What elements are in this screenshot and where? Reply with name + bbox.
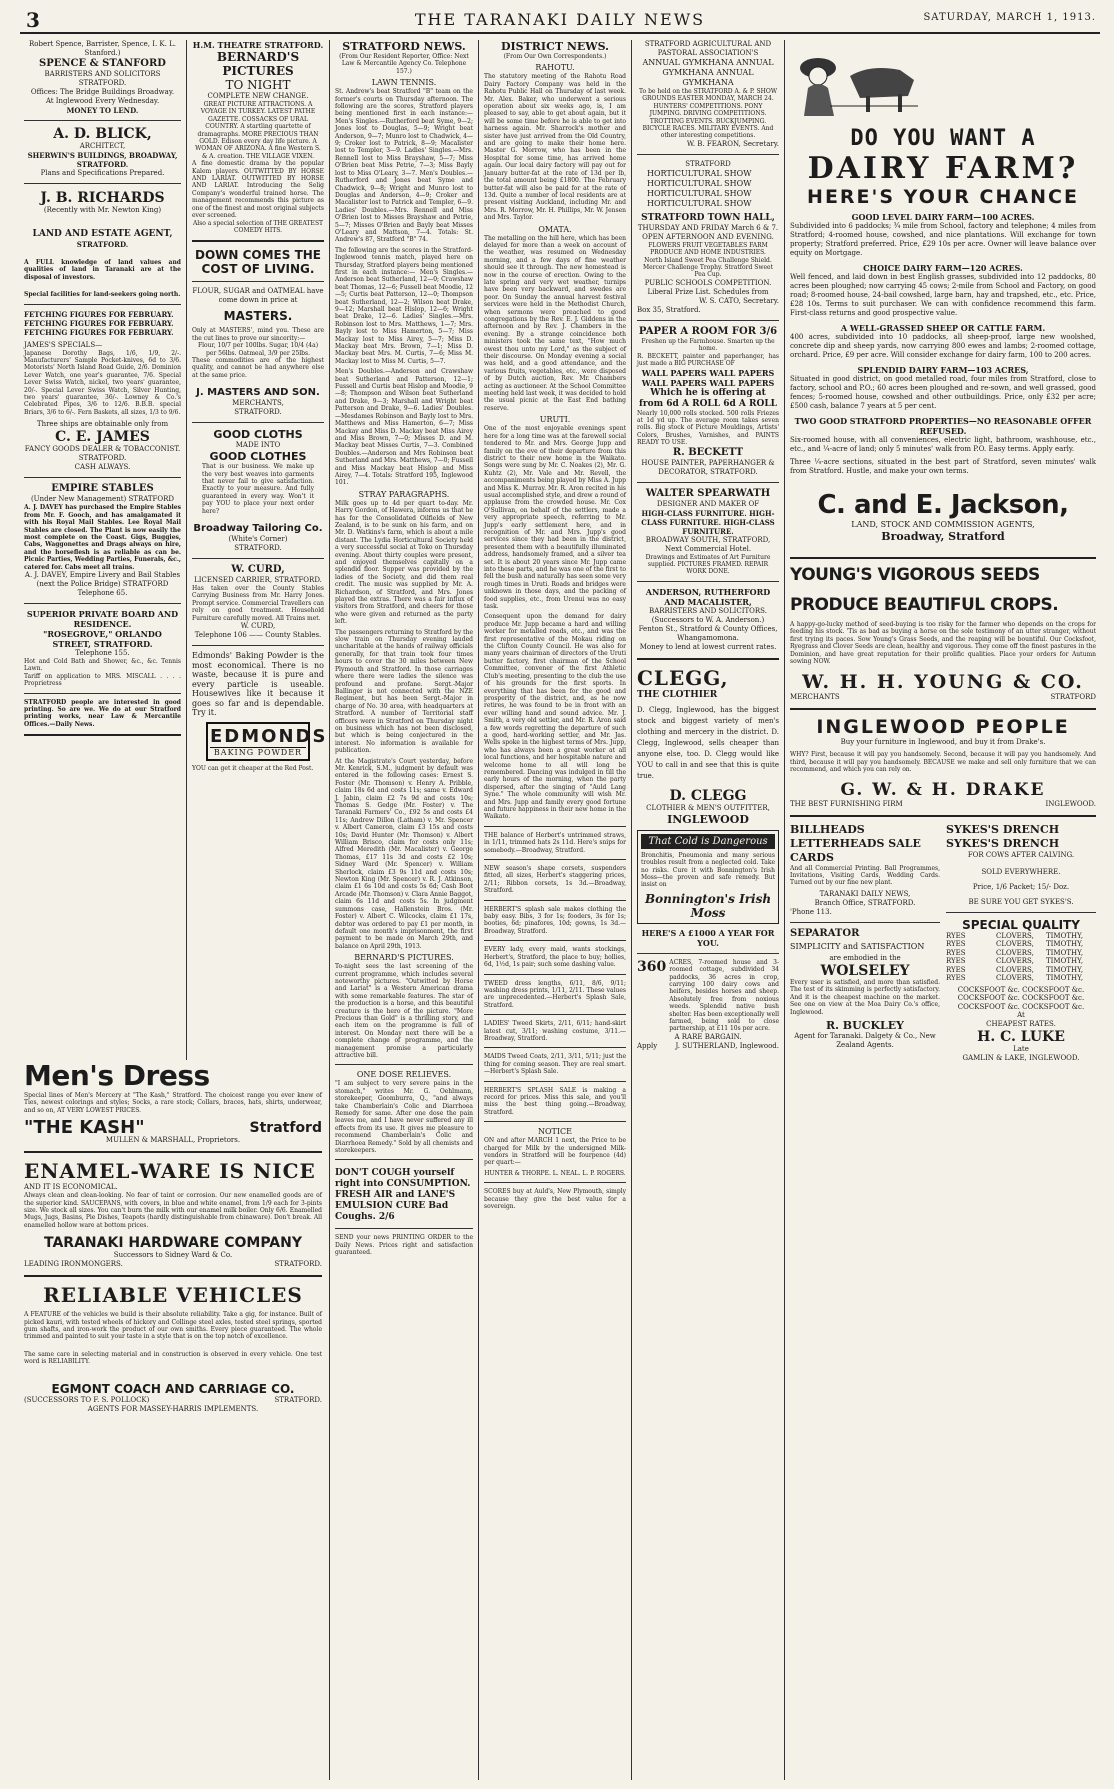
sykes-drench-price: Price, 1/6 Packet; 15/- Doz. <box>972 882 1070 891</box>
clegg-sub: THE CLOTHIER <box>637 689 718 700</box>
spearwath-items: HIGH-CLASS FURNITURE. HIGH-CLASS FURNITURE. HIGH-CLASS FURNITURE. <box>641 508 775 536</box>
luke-company: GAMLIN & LAKE, INGLEWOOD. <box>962 1054 1080 1063</box>
drake-sub: THE BEST FURNISHING FIRM <box>790 799 903 808</box>
spence-sub: BARRISTERS AND SOLICITORS <box>44 70 161 78</box>
sykes-drench-head: SYKES'S DRENCH SYKES'S DRENCH <box>946 822 1060 850</box>
richards-sub: (Recently with Mr. Newton King) <box>43 206 162 214</box>
hort-show-head: STRATFORD <box>685 159 731 168</box>
masters-body: Only at MASTERS', mind you. These are the cut lines to prove our sincerity:— <box>192 327 324 342</box>
acres-number: 360 <box>637 958 667 975</box>
taranaki-hardware-sub: Successors to Sidney Ward & Co. <box>113 1251 233 1260</box>
farm-4-head: SPLENDID DAIRY FARM—103 ACRES, <box>857 365 1029 375</box>
separator-body: are embodied in the <box>829 953 901 962</box>
good-cloths: GOOD CLOTHS <box>213 428 303 442</box>
farm-4-body: Situated in good district, on good metalled road, four miles from Stratford, close to factory, school and P.O.; 60 acres been ploughed and re-sown, and well grassed, good fences; 5-roomed house, cowshed and other outbuildings. Price, only £32 per acre; £500 cash, balance 7 years at 5 per cent. <box>790 375 1096 410</box>
send-news: SEND your news PRINTING ORDER to the Daily News. Prices right and satisfaction guaranteed. <box>335 1234 473 1257</box>
seed-cell: RYES <box>946 974 966 983</box>
issue-date: SATURDAY, MARCH 1, 1913. <box>923 12 1096 23</box>
drake-name: G. W. & H. DRAKE <box>840 779 1046 800</box>
jackson-address: Broadway, Stratford <box>881 530 1005 543</box>
herbert-ad-1: THE balance of Herbert's untrimmed straws, in 1/11, trimmed hats 2s 11d. Here's snips for somebody.—Broadway, Stratford. <box>484 831 626 854</box>
district-news-from: (From Our Own Correspondents.) <box>503 53 607 60</box>
newspaper-title: THE TARANAKI DAILY NEWS <box>414 10 706 29</box>
district-news-head: DISTRICT NEWS. <box>500 40 610 53</box>
spearwath-head: WALTER SPEARWATH <box>645 487 771 499</box>
seed-cell: TIMOTHY, <box>1046 974 1084 983</box>
empire-stables-signature: A. J. DAVEY, Empire Livery and Bail Stables (next the Police Bridge) STRATFORD Telephone 65. <box>24 570 181 597</box>
farm-1-head: GOOD LEVEL DAIRY FARM—100 ACRES. <box>851 212 1035 222</box>
agri-assoc-head: STRATFORD AGRICULTURAL AND PASTORAL ASSOCIATION'S <box>644 40 772 57</box>
beckett-body-2: Nearly 10,000 rolls stocked. 500 rolls Friezes at 1d yd up. The average room takes seven rolls. Big stock of Picture Mouldings, Artists' Colors, Brushes, Varnishes, and PAINTS READY TO USE. <box>637 409 779 447</box>
seed-cell: TIMOTHY, <box>1046 957 1084 966</box>
curd-telephone: Telephone 106 —— County Stables. <box>194 631 322 640</box>
farm-2-head: CHOICE DAIRY FARM—120 ACRES. <box>863 263 1023 273</box>
billheads-paper: TARANAKI DAILY NEWS, <box>819 889 911 898</box>
lawn-tennis-body: St. Andrew's beat Stratford "B" team on the former's courts on Thursday afternoon. The following are the scores, Stratford players being mentioned first in each instance:— Men's Singles.—Rutherford beat Syme, 9—2; Jones lost to Douglas, 5—9; Wright beat Anderson, 9—7; Munro lost to Chadwick, 4—9; Croker lost to Patrick, 8—9; Macalister lost to Templer, 3—9. Ladies' Singles.—Mrs. Rennell lost to Miss Brayshaw, 5—7; Miss O'Brien beat Miss Petrie, 7—3; Miss Bayly lost to Miss O'Leary, 3—7. Men's Doubles.—Rutherford and Jones beat Syme and Chadwick, 9—8; Wright and Munro lost to Douglas and Anderson, 4—9; Croker and Macalister lost to Patrick and Templer, 6—9. Ladies' Doubles.—Mrs. Rennell and Miss O'Brien lost to Misses Brayshaw and Petrie, 5—7; Misses O'Brien and Bayly beat Misses O'Leary and Mattson, 7—4. Totals: St. Andrew's 87, Stratford "B" 74. <box>335 88 473 244</box>
bonnington-head: That Cold is Dangerous <box>641 834 775 849</box>
billheads-head: BILLHEADS LETTERHEADS SALE CARDS <box>790 822 921 864</box>
stratford-people-notice: STRATFORD people are interested in good printing. So are we. We do at our Stratford printing works, near Law & Mercantile Offices.—Daily News. <box>24 698 181 728</box>
bernards-pictures-head: BERNARD'S PICTURES <box>216 50 300 78</box>
span-block-mercery <box>20 1060 326 1780</box>
stray-paragraphs-body-3: At the Magistrate's Court yesterday, before Mr. Kenrick, S.M., judgment by default was entered in the following cases: Ernest S. Foster (Mr. Thomson) v. Henry A. Pribble, claim 18s 6d and costs 11s; same v. Edward J. Jabin, claim £2 7s 9d and costs 10s; Thomas S. Gedge (Mr. Foster) v. The Taranaki Farmers' Co., £92 5s and costs £4 11s; Andrew Dillon (Latham) v. Mr. Spencer v. Albert Cameron, claim £3 15s and costs 10s; David Hunter (Mr. Thomson) v. Albert William Brisco, claim for costs only 11s; Alfred Meredith (Mr. Macalister) v. George Thomas, £17 11s 3d and costs £2 10s; Sidney Ward (Mr. Spencer) v. William Sherlock, claim £3 9s 11d and costs 10s; Newton King (Mr. Spencer) v. R. J. Atkinson, claim £1 6s 10d and costs 5s 6d; Cash Boot Arcade (Mr. Thomson) v. Clara Annie Baggot, claim 6s 11d and costs 5s. In judgment summons case, Hallenstein Bros. (Mr. Foster) v. Albert C. Wilcocks, claim £1 17s, debtor was ordered to pay £1 per month, in default one month's imprisonment, the first payment to be made on March 29th, and balance on April 29th, 1913. <box>335 757 473 950</box>
drake-town: INGLEWOOD. <box>1045 799 1096 808</box>
beckett-body: R. BECKETT, painter and paperhanger, has just made a BIG PURCHASE OF <box>637 352 779 368</box>
luke-late: Late <box>1013 1045 1029 1054</box>
richards-name: J. B. RICHARDS <box>40 190 165 206</box>
youngs-seeds-head-2: PRODUCE BEAUTIFUL CROPS. <box>790 595 1059 615</box>
superior-board-body: Hot and Cold Bath and Shower, &c., &c. Tennis Lawn. <box>24 657 181 673</box>
bonnington-ad <box>637 830 779 924</box>
dont-cough-body: FRESH AIR and LANE'S EMULSION CURE Bad Coughs. 2/6 <box>335 1190 456 1223</box>
curd-body: Has taken over the County Stables Carrying Business from Mr. Harry Jones. Prompt service. Commercial Travellers can rely on good treatment. Household Furniture carefully moved. All Trains met. <box>192 585 325 622</box>
dairy-farm-question: DO YOU WANT A <box>850 126 1036 151</box>
masters-son-town: STRATFORD. <box>234 408 282 417</box>
spence-top: Robert Spence, Barrister, Spence, I. K. L. Stanford.) <box>29 40 176 57</box>
superior-board-house: "ROSEGROVE," ORLANDO STREET, STRATFORD. <box>43 628 162 649</box>
wh-young-merchants: MERCHANTS <box>790 693 840 702</box>
clegg-name: D. CLEGG <box>669 787 747 804</box>
empire-stables-sub: (Under New Management) STRATFORD <box>30 495 175 504</box>
acres-body: ACRES, 7-roomed house and 3-roomed cottage, subdivided 34 paddocks, 36 acres in crop, carrying 100 dairy cows and heifers, besides horses and sheep. Absolutely free from noxious weeds. Splendid native bush shelter. Has been exceptionally well farmed, being sold to close partnership, at £11 10s per acre. <box>669 958 779 1033</box>
youngs-seeds-body: A happy-go-lucky method of seed-buying is too risky for the farmer who depends on the crops for feeding his stock. 'Tis as bad as buying a horse on the sole testimony of an utter stranger, without first trying its paces. Sow Young's Grass Seeds, and the reaping will be bountiful. Our Cocksfoot, Ryegrass and Clover Seeds are clean, healthy and vigorous. They come off the finest pastures in the Dominion, and have great reputation for their prolific qualities. Place your orders for Autumn sowing NOW. <box>790 621 1096 666</box>
reliable-vehicles-body: A FEATURE of the vehicles we build is their absolute reliability. Take a gig, for instance. Built of picked kauri, with tested wheels of hickory and Collinge steel axles, tested steel springs, sported gum shafts, and iron-work the product of our own smiths. Every piece guaranteed. The whole trimmed and painted to suit your taste in a style that is on the top notch of excellence. <box>24 1311 322 1341</box>
richards-agent: LAND AND ESTATE AGENT, <box>32 229 173 239</box>
milk-notice-body: ON and after MARCH 1 next, the Price to be charged for Milk by the undersigned Milk-vendors in Stratford will be fourpence (4d) per quart:— <box>484 1137 626 1167</box>
spence-offices: Offices: The Bridge Buildings Broadway. <box>30 88 175 96</box>
superior-board-tariff: Tariff on application to MRS. MISCALL . . . . Proprietress <box>24 672 181 688</box>
cost-of-living-body: FLOUR, SUGAR and OATMEAL have come down in price at <box>192 287 324 305</box>
egmont-coach-town: STRATFORD. <box>274 1395 322 1404</box>
hort-show-prize: Liberal Prize List. Schedules from <box>647 287 769 296</box>
herbert-ad-2: NEW season's shape corsets, suspenders fitted, all sizes, Herbert's staggering prices, 2/11; Ribbon corsets, 1s 3d.—Broadway, Stratford. <box>484 865 626 895</box>
youngs-seeds-head: YOUNG'S VIGOROUS SEEDS <box>790 565 1040 585</box>
anderson-address: Fenton St., Stratford & County Offices, Whangamomona. <box>638 624 778 642</box>
milk-notice-signatures: HUNTER & THORPE. L. NEAL. L. P. ROGERS. <box>484 1169 626 1177</box>
separator-body-2: Every user is satisfied, and more than satisfied. The test of its skimming is perfectly satisfactory. And it is the cheapest machine on the market. See one on view at the Moa Dairy Co.'s office, Inglewood. <box>790 978 940 1016</box>
edmonds-logo-sub: BAKING POWDER <box>210 747 306 757</box>
spearwath-address: BROADWAY SOUTH, STRATFORD, Next Commercial Hotel. <box>645 535 771 553</box>
hort-show-hall: STRATFORD TOWN HALL, <box>641 212 775 223</box>
seed-cell: TIMOTHY, <box>1046 965 1084 974</box>
uruti-head: URUTI. <box>539 415 571 425</box>
richards-town: STRATFORD. <box>76 240 129 249</box>
farm-5-head: TWO GOOD STRATFORD PROPERTIES—NO REASONABLE OFFER REFUSED. <box>794 416 1092 436</box>
bernards-news-head: BERNARD'S PICTURES. <box>354 953 454 963</box>
enamel-ware-sub: AND IT IS ECONOMICAL. <box>24 1183 118 1192</box>
spence-town: STRATFORD. <box>78 79 127 87</box>
wh-young-name: W. H. H. YOUNG & CO. <box>802 671 1084 694</box>
buckley-agent: Agent for Taranaki. Dalgety & Co., New Zealand Agents. <box>794 1031 936 1049</box>
enamel-ware-body: Always clean and clean-looking. No fear of taint or corrosion. Our new enamelled goods are of the superior kind. SAUCEPANS, with covers, in blue and white enamel, from 1/9 each for 3-pints size. We stock all sizes. You can't burn the milk with our enamel milk boiler. Only 6/6. Enamelled Mugs, Jugs, Basins, Pie Dishes, Teapots (hardly distinguishable from chinaware). Don't break. All enamelled hollow ware at bottom prices. <box>24 1192 322 1229</box>
hort-show-schools: PUBLIC SCHOOLS COMPETITION. <box>644 278 772 287</box>
clegg-trade: CLOTHIER & MEN'S OUTFITTER, <box>646 803 770 812</box>
broadway-tailoring-name: Broadway Tailoring Co. <box>193 523 323 534</box>
masters-son-sub: MERCHANTS, <box>232 399 284 408</box>
spearwath-sub: DESIGNER AND MAKER OF <box>656 499 760 508</box>
paper-a-room-sub: Freshen up the Farmhouse. Smarten up the home. <box>641 337 775 353</box>
good-clothes-body: That is our business. We make up the very best weaves into garments that never fail to give satisfaction. Exactly to your measure. And fully guaranteed in every way. Won't it pay YOU to place your next order here? <box>202 463 314 515</box>
billheads-branch: Branch Office, STRATFORD. <box>814 898 916 907</box>
spence-inglewood: At Inglewood Every Wednesday. <box>45 97 160 105</box>
fetching-figures-3: FETCHING FIGURES FOR FEBRUARY. <box>24 327 174 337</box>
special-quality-head: SPECIAL QUALITY <box>962 917 1080 932</box>
beckett-sub: HOUSE PAINTER, PAPERHANGER & DECORATOR, STRATFORD. <box>641 458 775 476</box>
sykes-drench-sold: SOLD EVERYWHERE. <box>981 867 1061 876</box>
gymkhana-lines: ANNUAL GYMKHANA ANNUAL GYMKHANA ANNUAL GYMKHANA <box>642 58 774 87</box>
curd-signature: W. CURD, <box>240 622 276 631</box>
herbert-ad-6: LADIES' Tweed Skirts, 2/11, 6/11; hand-skirt latest cut, 3/11; washing costume, 3/11.—Broadway, Stratford. <box>484 1020 626 1042</box>
anderson-head: ANDERSON, RUTHERFORD AND MACALISTER, <box>645 586 771 607</box>
superior-board-tel: Telephone 155. <box>75 648 130 657</box>
empire-stables-head: EMPIRE STABLES <box>51 483 154 495</box>
hort-show-date: THURSDAY AND FRIDAY March 6 & 7. <box>637 223 779 232</box>
acres-apply: Apply <box>637 1041 658 1050</box>
hort-show-signature: W. S. CATO, Secretary. <box>699 296 779 305</box>
wolseley-name: WOLSELEY <box>820 962 910 979</box>
wall-papers: WALL PAPERS WALL PAPERS WALL PAPERS WALL PAPERS <box>641 367 775 388</box>
james-town: STRATFORD. <box>78 454 127 463</box>
tonight: TO NIGHT <box>225 78 291 92</box>
spearwath-body: Drawings and Estimates of Art Furniture supplied. PICTURES FRAMED. REPAIR WORK DONE. <box>645 553 771 576</box>
omata-body: The metalling on the hill here, which has been delayed for more than a week on account of the weather, was resumed on Wednesday morning, and a few days of fine weather should see it through. The new homestead is now in the course of erection. Owing to the late spring and very wet weather, turnips have been very backward, and swedes are poor. On Sunday the annual harvest festival services were held in the Methodist Church, when sermons were preached to good congregations by the Rev. E. J. Giddens in the afternoon and by Rev. J. Chambers in the evening. By a strange coincidence both ministers took the same text, "How much owest thou unto my Lord," as the subject of their discourse. On Monday evening a social was held, and a good attendance, and the various fruits, vegetables, etc., were disposed of by Dutch auction, Rev. Mr. Chambers acting as auctioneer. At the School Committee meeting held last week, it was decided to hold the usual picnic at the East End bathing reserve. <box>484 234 626 412</box>
lawn-tennis-body-3: Men's Doubles.—Anderson and Crawshaw beat Sutherland and Patterson, 12—1; Fussell and Curtis beat Hislop and Moodie, 9—8; Thompson and Wilson beat Sutherland and Drake, 9—3; Marshall and Wright beat Patterson and Drake, 9—6. Ladies' Doubles.—Mesdames Robinson and Bayly lost to Mrs. Matthews and Miss Hamerton, 6—7; Miss Mackay and Miss D. Mackay beat Miss Airey and Miss Brown, 7—0; Misses D. and M. Mackay beat Misses Curtis, 7—3. Combined Doubles.—Anderson and Mrs Robinson beat Sutherland and Mrs. Matthews, 7—0; Fussell and Miss Mackay beat Hislop and Miss Airey, 7—4. Totals: Stratford 195, Inglewood 101. <box>335 368 473 487</box>
one-dose-head: ONE DOSE RELIEVES. <box>356 1070 452 1080</box>
egmont-coach-head: EGMONT COACH AND CARRIAGE CO. <box>51 1381 295 1396</box>
jackson-name: C. and E. Jackson, <box>817 490 1069 520</box>
blick-plans: Plans and Specifications Prepared. <box>40 169 165 177</box>
fetching-figures-1: FETCHING FIGURES FOR FEBRUARY. <box>24 309 174 319</box>
taranaki-hardware-name: TARANAKI HARDWARE COMPANY <box>44 1235 302 1252</box>
seed-cell: RYES <box>946 948 966 957</box>
stray-paragraphs-body-2: The passengers returning to Stratford by the slow train on Thursday evening lauded uncharitable at the hands of railway officials generally, for that train took four times hours to cover the 30 miles between New Plymouth and Stratford. In those carriages where there were ladies the silence was profound and profane. Sergt.-Major Ballinger is not connected with the NZE Regiment, but has been Sergt.-Major in charge of No. 30 area, with headquarters at Stratford. A number of Territorial staff officers were in Stratford on Thursday night on business which has not been disclosed, but which is being conjectured in the interest. No information is available for publication. <box>335 628 473 755</box>
farm-3-body: 400 acres, subdivided into 10 paddocks, all sheep-proof, large new woolshed, concrete dip and sheep yards, now carrying 800 ewes and lambs; 2-roomed cottage, orchard. Price, £9 per acre. Will consider exchange for dairy farm, 100 to 200 acres. <box>790 333 1096 359</box>
stray-paragraphs-head: STRAY PARAGRAPHS. <box>358 489 450 499</box>
luke-at: At <box>1017 1011 1025 1020</box>
farm-1-body: Subdivided into 6 paddocks; ¾ mile from School, factory and telephone; 4 miles from Stratford; 4-roomed house, cowshed, and nice plantations. Will exchange for town property; Stratford preferred. Price, £29 10s per acre. Owner will leave balance over equity on Mortgage. <box>790 222 1096 257</box>
taranaki-hardware-lead: LEADING IRONMONGERS. <box>24 1260 123 1269</box>
scores-ad: SCORES buy at Auld's, New Plymouth, simply because they give the best value for a sovereign. <box>484 1188 626 1211</box>
seed-cell: CLOVERS, <box>996 948 1034 957</box>
seed-cell: CLOVERS, <box>996 931 1034 940</box>
stratford-news-head: STRATFORD NEWS. <box>342 40 466 53</box>
james-specials-head: JAMES'S SPECIALS— <box>24 340 103 349</box>
masters-son-name: J. MASTERS AND SON. <box>196 387 320 399</box>
herbert-ad-8: HERBERT'S SPLASH SALE is making a record for prices. Miss this sale, and you'll miss the best thing going.—Broadway, Stratford. <box>484 1086 626 1116</box>
theatre-head: H.M. THEATRE STRATFORD. <box>192 40 324 50</box>
blick-name: A. D. BLICK, <box>53 126 152 142</box>
column-2 <box>188 40 328 1058</box>
farm-5-body: Six-roomed house, with all conveniences, electric light, bathroom, washhouse, etc., etc., and ¼-acre of land; only 5 minutes' walk from P.O. Easy terms. Apply early. <box>790 436 1096 453</box>
column-3 <box>331 40 477 1780</box>
gymkhana-when: To be held on the STRATFORD A. & P. SHOW GROUNDS EASTER MONDAY, MARCH 24. <box>639 88 777 103</box>
farm-2-body: Well fenced, and laid down in best English grasses, subdivided into 12 paddocks, 80 acres been ploughed; now carrying 45 cows; 2-mile from School and Factory, on good road; 8-roomed house, 24-bail cowshed, large barn, hay and trapshed, etc., etc. Price, £28 10s. Terms to suit purchaser. We can with confidence recommend this farm. First-class returns and good prospective value. <box>790 273 1096 317</box>
hort-show-open: OPEN AFTERNOON AND EVENING. <box>642 232 774 241</box>
spence-money: MONEY TO LEND. <box>66 106 139 115</box>
column-4 <box>480 40 630 1780</box>
superior-board-head: SUPERIOR PRIVATE BOARD AND RESIDENCE. <box>26 608 179 629</box>
your-chance-head: HERE'S YOUR CHANCE <box>807 186 1079 208</box>
herbert-ad-5: TWEED dress lengths, 6/11, 8/6, 9/11; washing dress prints, 1/11, 2/11. These values are unprecedented.—Herbert's Splash Sale, Stratford. <box>484 979 626 1009</box>
paper-a-room-head: PAPER A ROOM FOR 3/6 <box>638 325 778 337</box>
spence-stanford-name: SPENCE & STANFORD <box>39 58 166 69</box>
seed-cell: TIMOTHY, <box>1046 948 1084 957</box>
seed-cell: CLOVERS, <box>996 940 1034 949</box>
seed-cell: TIMOTHY, <box>1046 940 1084 949</box>
james-ships: Three ships are obtainable only from <box>36 420 169 429</box>
luke-name: H. C. LUKE <box>977 1029 1065 1046</box>
good-clothes: GOOD CLOTHES <box>209 450 307 464</box>
fetching-figures-2: FETCHING FIGURES FOR FEBRUARY. <box>24 318 174 328</box>
james-cash: CASH ALWAYS. <box>74 463 131 472</box>
edmonds-body: Edmonds' Baking Powder is the most economical. There is no waste, because it is pure and every particle is useable. Housewives like it because it goes so far and is dependable. Try it. <box>192 651 324 718</box>
column-6 <box>786 40 1100 1780</box>
jackson-sub: LAND, STOCK AND COMMISSION AGENTS, <box>851 520 1035 529</box>
program-list-3: Also a special selection of THE GREATEST COMEDY HITS. <box>192 219 324 234</box>
masters-body-2: These commodities are of the highest quality, and cannot be had anywhere else at the same price. <box>192 356 324 379</box>
empire-stables-body: A. J. DAVEY has purchased the Empire Stables from Mr. F. Gooch, and has amalgamated it with his Royal Mail Stables. Lee Royal Mail Stables are closed. The Plant is now easily the most complete on the Coast. Gigs, Buggies, Cabs, Waggonettes and Drags always on hire, and the horseflesh is as reliable as can be. Picnic Parties, Wedding Parties, Funerals, &c., catered for. Cabs meet all trains. <box>24 504 181 571</box>
inglewood-people-body: WHY? First, because it will pay you handsomely. Second, because it will pay you handsomely. And third, because it will pay you handsomely. BECAUSE we make and sell only furniture that we can recommend, and which you can rely on. <box>790 751 1096 774</box>
beckett-name: R. BECKETT <box>672 446 744 458</box>
hort-show-cups: North Island Sweet Pea Challenge Shield. Mercer Challenge Trophy. Stratford Sweet Pea Cup. <box>642 256 773 279</box>
edmonds-footer: YOU can get it cheaper at the Red Post. <box>192 764 314 772</box>
clegg-head: CLEGG, <box>637 665 729 690</box>
mens-dress-head: Men's Dress <box>24 1059 210 1092</box>
enamel-ware-head: ENAMEL-WARE IS NICE <box>24 1159 316 1184</box>
rahotu-body: The statutory meeting of the Rahotu Road Dairy Factory Company was held in the Rahotu Public Hall on Thursday of last week. Mr. Alex. Baker, who underwent a serious operation about six weeks ago, is, I am pleased to say, able to get about again, but it will be some time before he is able to get into harness again. Mr. Sharrock's mother and sister have just arrived from the Old Country, and are going to make their home here. Master G. Morrow, who has been in the Hospital for some time, has arrived home again. Our local dairy factory will pay out for January butter-fat at the rate of 13d per lb, the total amount being £1800. The February butter-fat will also be paid for at the rate of 13d. Quite a number of local residents are at present visiting Auckland, including Mr. and Mrs. R. Morrow, Mr. H. Phillips, Mr. W. Jensen and Mrs. Taylor. <box>484 73 626 222</box>
richards-paragraph-2: Special facilities for land-seekers going north. <box>24 291 181 299</box>
billheads-body: And all Commercial Printing. Ball Programmes, Invitations, Visiting Cards, Wedding Cards. Turned out by our fine new plant. <box>790 864 940 887</box>
anderson-money: Money to lend at lowest current rates. <box>639 642 777 651</box>
inglewood-people-sub: Buy your furniture in Inglewood, and buy it from Drake's. <box>840 738 1046 747</box>
sykes-drench-sure: BE SURE YOU GET SYKES'S. <box>968 897 1074 906</box>
richards-paragraph: A FULL knowledge of land values and qualities of land in Taranaki are at the disposal of investors. <box>24 259 181 281</box>
seed-cell: TIMOTHY, <box>1046 931 1084 940</box>
herbert-ad-7: MAIDS Tweed Coats, 2/11, 3/11, 5/11; just the thing for coming season. They are real smart.—Herbert's Splash Sale. <box>484 1053 626 1076</box>
masters-name: MASTERS. <box>223 309 293 324</box>
made-into: MADE INTO <box>235 441 281 450</box>
gymkhana-signature: W. B. FEARON, Secretary. <box>686 139 779 148</box>
anderson-sub: BARRISTERS AND SOLICITORS. (Successors to W. A. Anderson.) <box>649 606 767 624</box>
separator-lines: SIMPLICITY and SATISFACTION <box>790 941 925 951</box>
omata-head: OMATA. <box>538 224 572 234</box>
lawn-tennis-body-2: The following are the scores in the Stratford-Inglewood tennis match, played here on Thursday, Stratford players being mentioned first in each instance:— Men's Singles.—Anderson beat Sutherland, 12—0; Crawshaw beat Thomas, 12—6; Fussell beat Moodie, 12—5; Curtis beat Patterson, 12—0; Thompson beat Sutherland, 12—2; Wilson beat Drake, 9—12; Marshall beat Hislop, 12—6; Wright beat Drake, 12—6. Ladies' Singles.—Mrs. Robinson lost to Mrs. Matthews, 1—7; Mrs. Bayly lost to Miss Hamerton, 5—7; Miss Mackay lost to Miss Airey, 5—7; Miss D. Mackay beat Mrs. Brown, 7—1; Miss D. Mackay beat Mrs. M. Curtis, 7—6; Miss M. Mackay lost to Miss M. Curtis, 5—7. <box>335 246 473 365</box>
dont-cough-head: DON'T COUGH yourself right into CONSUMPTION. <box>335 1168 471 1190</box>
reliable-vehicles-head: RELIABLE VEHICLES <box>43 1283 303 1308</box>
cost-of-living-head: DOWN COMES THE COST OF LIVING. <box>194 248 321 277</box>
hort-show-items: FLOWERS FRUIT VEGETABLES FARM PRODUCE AND HOME INDUSTRIES. <box>648 241 768 257</box>
seed-cell: CLOVERS, <box>996 965 1034 974</box>
kash-name: "THE KASH" <box>24 1117 145 1139</box>
seed-cell: CLOVERS, <box>996 957 1034 966</box>
seed-cell: RYES <box>946 931 966 940</box>
one-dose-body: "I am subject to very severe pains in the stomach," writes Mr. G. Oehlmann, storekeeper, Goomburra, Q., "and always take Chamberlain's Colic and Diarrhoea Remedy for same. After one dose the pain leaves me, and I have never suffered any ill effects from its use. It gives me pleasure to recommend Chamberlain's Colic and Diarrhoea Remedy." Sold by all chemists and storekeepers. <box>335 1080 473 1155</box>
seed-cell: RYES <box>946 940 966 949</box>
james-sub: FANCY GOODS DEALER & TOBACCONIST. <box>24 445 181 454</box>
gymkhana-events: HUNTERS' COMPETITIONS. PONY JUMPING. DRIVING COMPETITIONS. TROTTING EVENTS. BUCKJUMPING. BICYCLE RACES. MILITARY EVENTS. And other interesting competitions. <box>642 102 774 140</box>
seed-cell: CLOVERS, <box>996 974 1034 983</box>
masters-prices: Flour, 10/7 per 100lbs. Sugar, 10/4 (4a) per 56lbs. Oatmeal, 3/9 per 25lbs. <box>197 342 319 357</box>
separator-head: SEPARATOR <box>790 927 860 939</box>
reliable-vehicles-care: The same care in selecting material and in construction is observed in every vehicle. One test word is RELIABILITY. <box>24 1350 322 1366</box>
broadway-tailoring-sub: (White's Corner) <box>228 535 288 543</box>
blick-address: SHERWIN'S BUILDINGS, BROADWAY, STRATFORD. <box>27 151 178 169</box>
edmonds-logo <box>206 722 328 761</box>
luke-price: CHEAPEST RATES. <box>986 1020 1056 1029</box>
woman-cow-illustration <box>790 46 920 116</box>
column-5 <box>633 40 783 1780</box>
egmont-coach-agents: AGENTS FOR MASSEY-HARRIS IMPLEMENTS. <box>87 1404 259 1413</box>
kash-proprietors: MULLEN & MARSHALL, Proprietors. <box>105 1136 241 1145</box>
masthead <box>20 8 1100 34</box>
program-list-2: A fine domestic drama by the popular Kalem players. OUTWITTED BY HORSE AND LARIAT. OUTWITTED BY HORSE AND LARIAT. Introducing the Selig Company's wonderful trained horse. The management recommends this picture as one of the finest and most original subjects ever screened. <box>192 160 324 220</box>
wall-papers-price: Which he is offering at from 6d A ROLL 6d A ROLL <box>639 387 777 409</box>
farm-5-body-2: Three ¼-acre sections, situated in the best part of Stratford, seven minutes' walk from Stratford. Hustle, and make your own terms. <box>790 458 1096 475</box>
sykes-drench-sub: FOR COWS AFTER CALVING. <box>967 850 1075 859</box>
uruti-body: One of the most enjoyable evenings spent here for a long time was at the farewell social tendered to Mr. and Mrs. George Jupp and family on the eve of their departure from this district to their new home in the Waikato. Songs were sung by Mr. C. Noakes (2), Mr. G. Kuhtz (2), Mr. Vale and Mr. Revell, the accompaniments being played by Miss A. Jupp and Miss K. Murray. Mr. R. Aron recited in his usual accomplished style, and drew a round of applause from the crowded house. Mr. Cox O'Sullivan, on behalf of the settlers, made a very appropriate speech, referring to Mr. Jupp's early settlement here, and in recognition of Mr. and Mrs. Jupp's good services since they had been in the district, presented them with a beautifully illuminated address, handsomely framed, and a silver tea set. It is about 20 years since Mr. Jupp came into these parts, and he was one of the first to fell the bush and naturally has seen some very rough times in Uruti. Roads and bridges were unknown in those days, and the packing of food supplies, etc., from Urenui was no easy task. <box>484 425 626 611</box>
bernards-news-body: To-night sees the last screening of the current programme, which includes several noteworthy pictures. "Outwitted by Horse and Lariat" is a Western American drama with some remarkable features. The star of the production is a horse, and this beautiful creature is the hero of the picture. "More Precious than Gold" is a thrilling story, and each item on the programme is full of interest. On Monday next there will be a complete change of programme, and the management promise a particularly attractive bill. <box>335 963 473 1059</box>
buckley-name: R. BUCKLEY <box>826 1018 904 1032</box>
curd-head: W. CURD, <box>231 564 285 575</box>
page-number: 3 <box>26 8 40 32</box>
herbert-ad-3: HERBERT'S splash sale makes clothing the baby easy. Bibs, 3 for 1s; fooders, 3s for 1s; booties, 6d; pinafores, 10d; gowns, 1s 3d.—Broadway, Stratford. <box>484 905 626 935</box>
seed-cell: RYES <box>946 965 966 974</box>
inglewood-people-head: INGLEWOOD PEOPLE <box>816 716 1070 739</box>
blick-sub: ARCHITECT, <box>79 142 126 150</box>
herbert-ad-4: EVERY lady, every maid, wants stockings, Herbert's, Stratford, the place to buy; hollies, 6d, 1½d, 1s pair; such some dashing value. <box>484 946 626 969</box>
acres-bargain: A RARE BARGAIN. <box>674 1032 742 1041</box>
hort-show-box: Box 35, Stratford. <box>637 305 701 314</box>
milk-notice-head: NOTICE <box>537 1127 572 1137</box>
clegg-body: D. Clegg, Inglewood, has the biggest stock and biggest variety of men's clothing and mercery in the district. D. Clegg, Inglewood, sells cheaper than anyone else, too. D. Clegg would like YOU to call in and see that this is quite true. <box>637 705 779 780</box>
cocksfoot-lines: COCKSFOOT &c. COCKSFOOT &c. COCKSFOOT &c. COCKSFOOT &c. COCKSFOOT &c. COCKSFOOT &c. <box>957 985 1085 1011</box>
james-name: C. E. JAMES <box>55 429 150 446</box>
lawn-tennis-head: LAWN TENNIS. <box>371 78 437 88</box>
edmonds-logo-text: EDMONDS <box>210 725 328 747</box>
kash-town: Stratford <box>249 1120 322 1137</box>
complete-change: COMPLETE NEW CHANGE. <box>207 92 309 100</box>
bonnington-body: Bronchitis, Pneumonia and many serious troubles result from a neglected cold. Take no risks. Cure it with Bonnington's Irish Moss—the proven and safe remedy. But insist on <box>641 851 775 889</box>
kash-body: Special lines of Men's Mercery at "The Kash," Stratford. The choicest range you ever knew of Ties, newest colorings and styles; Socks, a rare stock; Collars, braces, hats, shirts, underwear, and so on, AT VERY LOWEST PRICES. <box>24 1092 322 1114</box>
bonnington-name: Bonnington's Irish Moss <box>644 891 772 920</box>
james-specials-list: Japanese Dorothy Bags, 1/6, 1/9, 2/-. Manufacturers' Sample Pocket-knives, 6d to 3/6. Motorists' North Island Road Guide, 2/6. Dominion Lever Watch, one year's guarantee, 7/6. Special Lever Swiss Watch, nickel, two years' guarantee, 20/-. Special Lever Swiss Watch, Silver Hunting, two years' guarantee, 36/-. Lowney & Co.'s Celebrated Pipes, 3/6 to 12/6. B.B.B. special Briars, 3/6 to 6/-. Fern Baskets, all sizes, 1/3 to 9/6. <box>24 349 181 416</box>
curd-sub: LICENSED CARRIER, STRATFORD. <box>194 576 322 584</box>
hort-show-lines: HORTICULTURAL SHOW HORTICULTURAL SHOW HORTICULTURAL SHOW HORTICULTURAL SHOW <box>647 168 752 208</box>
seed-cell: RYES <box>946 957 966 966</box>
wh-young-town: STRATFORD <box>1050 693 1096 702</box>
billheads-phone: 'Phone 113. <box>790 907 832 916</box>
seed-grid <box>946 932 1096 983</box>
clegg-town: INGLEWOOD <box>667 812 749 826</box>
rahotu-head: RAHOTU. <box>535 63 575 73</box>
egmont-coach-sub: (SUCCESSORS TO F. S. POLLOCK) <box>24 1395 150 1404</box>
broadway-tailoring-town: STRATFORD. <box>234 544 282 552</box>
program-list: GREAT PICTURE ATTRACTIONS. A VOYAGE IN TURKEY. LATEST PATHE GAZETTE. COSSACKS OF URAL COUNTRY. A startling quartette of dramagraphs. MORE PRECIOUS THAN GOLD. Edison every day life picture. A WOMAN OF ARIZONA. A fine Western S. & A. creation. THE VILLAGE VIXEN. <box>195 101 321 160</box>
uruti-body-2: Consequent upon the demand for dairy produce Mr. Jupp became a hard and willing worker for metalled roads, etc., and was the first representative of the Mokau riding on the Clifton County Council. He was also for many years chairman of directors of the Uruti butter factory, first chairman of the School Committee, convener of the first Athletic Club's meeting, presenting to the club the use of his grounds for the first sports. In everything that has been for the good and prosperity of the district, and, as he now retires, he was found to be in front with an ever willing hand and sound advice. Mr. J. Smith, a very old settler, and Mr. R. Aron said a few words regretting the departure of such a good, hard-working settler, and Mr. Jas. Wells spoke in the highest terms of Mrs. Jupp, who has always been a great worker at all local functions, and her hospitable nature and welcome home to all will long be remembered. Dancing was indulged in till the early hours of the morning, when the party dispersed, after the singing of "Auld Lang Syne." The whole community will wish Mr. and Mrs. Jupp and family every good fortune and future happiness in their new home in the Waikato. <box>484 613 626 821</box>
farm-3-head: A WELL-GRASSED SHEEP OR CATTLE FARM. <box>840 323 1046 333</box>
taranaki-hardware-town: STRATFORD. <box>274 1260 322 1269</box>
thousand-pound-head: HERE'S A £1000 A YEAR FOR YOU. <box>641 927 775 948</box>
dairy-farm-head: DAIRY FARM? <box>807 151 1079 186</box>
acres-signature: J. SUTHERLAND, Inglewood. <box>675 1041 779 1050</box>
stratford-news-from: (From Our Resident Reporter, Office: Next Law & Mercantile Agency Co. Telephone 157.) <box>339 53 469 75</box>
stray-paragraphs-body: Milk goes up to 4d per quart to-day. Mr. Harry Gordon, of Hawera, informs us that he has for the Consolidated Oilfields of New Zealand, is to be sunk on his farm, and on Mr. D. Watkins's farm, which is about a mile distant. The Lydia Horticultural Society held a very successful social at Toko on Thursday evening. About thirty couples were present, and enjoyed themselves capitally on a splendid floor. Supper was provided by the ladies of the Society, and did them real credit. The music was supplied by Mr. A. Richardson, of Stratford, and Mrs. Jones played the extras. There was a fair influx of visitors from Stratford, and cheers for those who were given and returned as the party left. <box>335 499 473 626</box>
